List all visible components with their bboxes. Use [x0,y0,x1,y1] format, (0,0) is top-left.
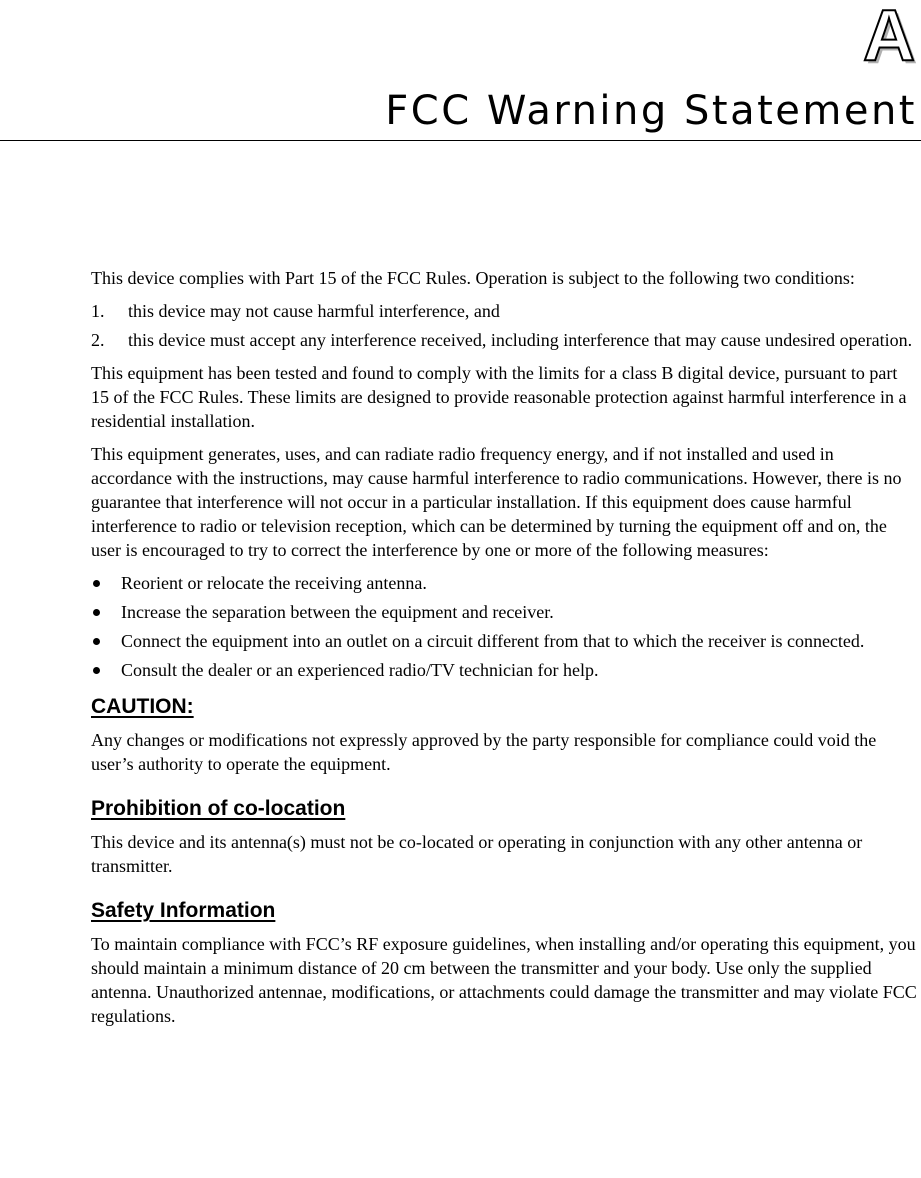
condition-item [91,299,917,323]
condition-number: 2. [91,330,105,350]
interference-paragraph: This equipment generates, uses, and can radiate radio frequency energy, and if not installed and used in accordance with the instructions, may cause harmful interference to radio communications. However, there is no guarantee that interference will not occur in a particular installation. If this equipment does cause harmful interference to radio or television reception, which can be determined by turning the equipment off and on, the user is encouraged to try to correct the interference by one or more of the following measures: [91,444,902,560]
page-title: FCC Warning Statement [385,88,917,134]
safety-heading: Safety Information [91,899,276,922]
caution-paragraph: Any changes or modifications not expressly approved by the party responsible for compliance could void the user’s authority to operate the equipment. [91,730,877,774]
measure-text: Connect the equipment into an outlet on a circuit different from that to which the receiver is connected. [121,631,865,651]
caution-heading: CAUTION: [91,695,194,718]
bullet-icon [93,609,100,616]
document-body [91,266,917,1037]
intro-paragraph: This device complies with Part 15 of the FCC Rules. Operation is subject to the following two conditions: [91,268,855,288]
measure-text: Consult the dealer or an experienced radio/TV technician for help. [121,660,599,680]
measure-text: Reorient or relocate the receiving antenna. [121,573,427,593]
bullet-icon [93,580,100,587]
measure-item [91,571,917,595]
measure-item [91,629,917,653]
class-b-paragraph: This equipment has been tested and found to comply with the limits for a class B digital device, pursuant to part 15 of the FCC Rules. These limits are designed to provide reasonable protection against harmful interference in a residential installation. [91,363,907,431]
condition-text: this device may not cause harmful interference, and [128,301,500,321]
condition-item [91,328,917,352]
measure-item [91,600,917,624]
appendix-letter: A [863,0,915,76]
condition-text: this device must accept any interference received, including interference that may cause undesired operation. [128,330,913,350]
measures-list [91,571,917,682]
colocation-paragraph: This device and its antenna(s) must not be co-located or operating in conjunction with any other antenna or transmitter. [91,832,863,876]
safety-paragraph: To maintain compliance with FCC’s RF exposure guidelines, when installing and/or operating this equipment, you should maintain a minimum distance of 20 cm between the transmitter and your body. Use only the supplied antenna. Unauthorized antennae, modifications, or attachments could damage the transmitter and may violate FCC regulations. [91,934,917,1026]
bullet-icon [93,667,100,674]
conditions-list [91,299,917,352]
measure-text: Increase the separation between the equipment and receiver. [121,602,554,622]
colocation-heading: Prohibition of co-location [91,797,346,820]
bullet-icon [93,638,100,645]
condition-number: 1. [91,301,105,321]
title-divider [0,140,921,141]
measure-item [91,658,917,682]
